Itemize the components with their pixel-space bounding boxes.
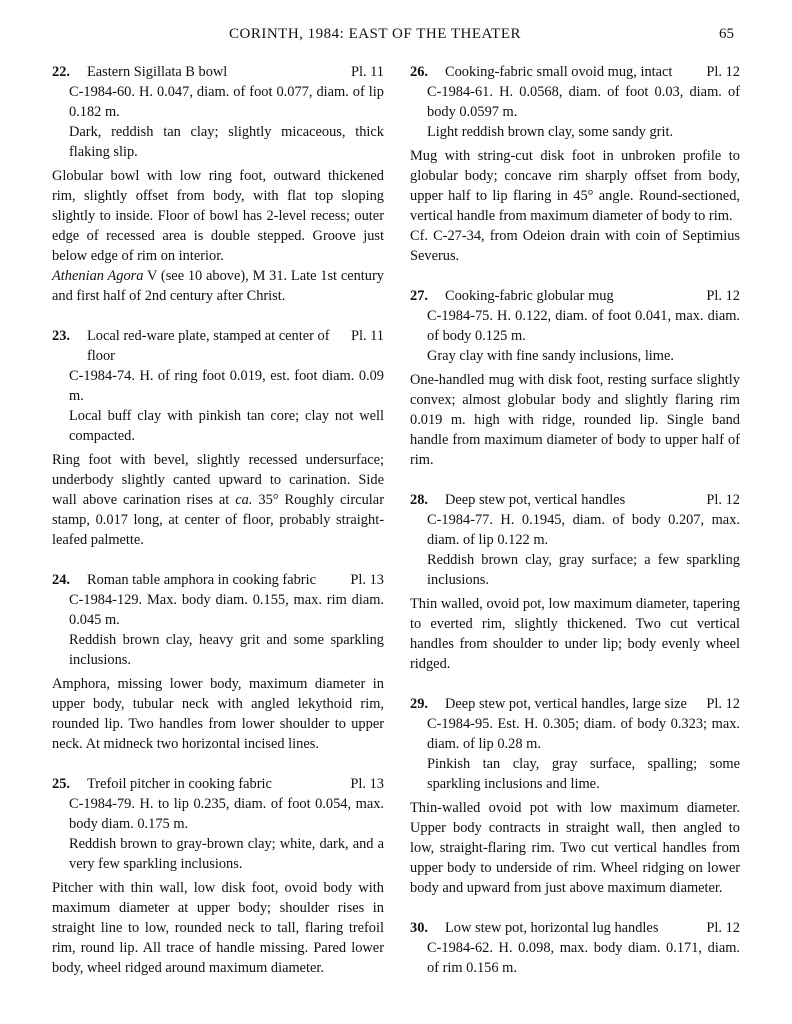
fabric-description: Pinkish tan clay, gray surface, spalling; some sparkling inclusions and lime.: [427, 756, 740, 792]
catalog-info: C-1984-61. H. 0.0568, diam. of foot 0.03, diam. of body 0.0597 m.: [427, 84, 740, 120]
comparanda: Cf. C-27-34, from Odeion drain with coin of Septimius Severus.: [410, 228, 740, 264]
entry-number: 25.: [52, 776, 70, 792]
page-number: 65: [719, 26, 734, 42]
plate-reference: Pl. 13: [350, 572, 384, 588]
fabric-description: Reddish brown to gray-brown clay; white, dark, and a very few sparkling inclusions.: [69, 836, 384, 872]
catalog-info: C-1984-74. H. of ring foot 0.019, est. foot diam. 0.09 m.: [69, 368, 384, 404]
entry-title: Cooking-fabric small ovoid mug, intact: [445, 64, 673, 80]
entry-title: Cooking-fabric globular mug: [445, 288, 614, 304]
entry-title: Trefoil pitcher in cooking fabric: [87, 776, 272, 792]
catalog-entry-30: [410, 918, 740, 978]
entry-title: Eastern Sigillata B bowl: [87, 64, 228, 80]
entry-title: Low stew pot, horizontal lug handles: [445, 920, 659, 936]
object-description: Thin walled, ovoid pot, low maximum diameter, tapering to everted rim, slightly thickened. Two cut vertical handles from shoulder to under lip; body evenly wheel ridged.: [410, 596, 740, 672]
entry-heading: [410, 694, 740, 714]
object-description: Globular bowl with low ring foot, outward thickened rim, slightly offset from body, with flat top sloping slightly to inside. Floor of bowl has 2-level recess; outer edge of recessed area is double stepped. Groove just below edge of rim on interior.: [52, 168, 384, 264]
entry-heading: [410, 918, 740, 938]
catalog-info: C-1984-60. H. 0.047, diam. of foot 0.077, diam. of lip 0.182 m.: [69, 84, 384, 120]
entry-number: 29.: [410, 696, 428, 712]
reference-title: Athenian Agora: [52, 268, 144, 284]
catalog-entry-23: [52, 326, 384, 550]
catalog-info: C-1984-62. H. 0.098, max. body diam. 0.171, diam. of rim 0.156 m.: [427, 940, 740, 976]
catalog-entry-25: [52, 774, 384, 978]
catalog-info: C-1984-77. H. 0.1945, diam. of body 0.207, max. diam. of lip 0.122 m.: [427, 512, 740, 548]
object-description: One-handled mug with disk foot, resting surface slightly convex; almost globular body and slightly flaring rim 0.019 m. high with ridge, rounded lip. Single band handle from maximum diameter of body to upper half of rim.: [410, 372, 740, 468]
catalog-entry-27: [410, 286, 740, 470]
plate-reference: Pl. 12: [706, 920, 740, 936]
right-column: [410, 62, 740, 998]
catalog-entry-22: [52, 62, 384, 306]
plate-reference: Pl. 12: [706, 288, 740, 304]
entry-heading: [410, 286, 740, 306]
object-description: Thin-walled ovoid pot with low maximum diameter. Upper body contracts in straight wall, then angled to low, straight-flaring rim. Two cut vertical handles from upper body to underside of rim. Wheel ridging on lower body and upward from just above maximum diameter.: [410, 800, 740, 896]
entry-heading: [410, 490, 740, 510]
catalog-entry-29: [410, 694, 740, 898]
fabric-description: Gray clay with fine sandy inclusions, lime.: [427, 348, 674, 364]
entry-title: Deep stew pot, vertical handles, large size: [445, 696, 687, 712]
catalog-entry-28: [410, 490, 740, 674]
fabric-description: Dark, reddish tan clay; slightly micaceous, thick flaking slip.: [69, 124, 384, 160]
plate-reference: Pl. 12: [706, 492, 740, 508]
plate-reference: Pl. 12: [706, 696, 740, 712]
entry-number: 28.: [410, 492, 428, 508]
running-title: CORINTH, 1984: EAST OF THE THEATER: [228, 26, 521, 42]
reference-text: V (see 10 above), M 31. Late 1st century and first half of 2nd century after Christ.: [52, 268, 384, 304]
entry-number: 26.: [410, 64, 428, 80]
plate-reference: Pl. 11: [350, 64, 384, 80]
entry-heading: [52, 570, 384, 590]
fabric-description: Local buff clay with pinkish tan core; clay not well compacted.: [69, 408, 384, 444]
entry-number: 24.: [52, 572, 70, 588]
catalog-info: C-1984-75. H. 0.122, diam. of foot 0.041, max. diam. of body 0.125 m.: [427, 308, 740, 344]
page-header: [0, 14, 792, 44]
fabric-description: Light reddish brown clay, some sandy grit.: [427, 124, 674, 140]
entry-heading: [52, 62, 384, 82]
entry-title: Roman table amphora in cooking fabric: [87, 572, 316, 588]
bibliographic-reference: [52, 266, 384, 306]
object-description: Pitcher with thin wall, low disk foot, ovoid body with maximum diameter at upper body; shoulder rises in straight line to low, rounded neck to tall, flaring trefoil rim, round lip. All trace of handle missing. Pared lower body, wheel ridged around maximum diameter.: [52, 880, 384, 976]
entry-title: Local red-ware plate, stamped at center of floor: [87, 328, 330, 364]
entry-heading: [410, 62, 740, 82]
catalog-entry-24: [52, 570, 384, 754]
fabric-description: Reddish brown clay, gray surface; a few sparkling inclusions.: [427, 552, 740, 588]
entry-title: Deep stew pot, vertical handles: [445, 492, 626, 508]
left-column: [52, 62, 384, 998]
plate-reference: Pl. 11: [350, 328, 384, 344]
object-description: Amphora, missing lower body, maximum diameter in upper body, tubular neck with angled lekythoid rim, rounded lip. Two handles from lower shoulder to upper neck. At midneck two horizontal incised lines.: [52, 676, 384, 752]
catalog-info: C-1984-129. Max. body diam. 0.155, max. rim diam. 0.045 m.: [69, 592, 384, 628]
catalog-info: C-1984-95. Est. H. 0.305; diam. of body 0.323; max. diam. of lip 0.28 m.: [427, 716, 740, 752]
catalog-info: C-1984-79. H. to lip 0.235, diam. of foot 0.054, max. body diam. 0.175 m.: [69, 796, 384, 832]
plate-reference: Pl. 12: [706, 64, 740, 80]
object-description: Mug with string-cut disk foot in unbroken profile to globular body; concave rim sharply offset from body, upper half to lip flaring in 45° angle. Round-sectioned, vertical handle from maximum diameter of body to rim.: [410, 148, 740, 224]
plate-reference: Pl. 13: [350, 776, 384, 792]
entry-number: 30.: [410, 920, 428, 936]
entry-number: 23.: [52, 328, 70, 344]
entry-heading: [52, 326, 384, 366]
entry-number: 22.: [52, 64, 70, 80]
catalog-entry-26: [410, 62, 740, 266]
entry-number: 27.: [410, 288, 428, 304]
object-description: Ring foot with bevel, slightly recessed undersurface; underbody slightly canted upward to carination. Side wall above carination rises at ca. 35° Roughly circular stamp, 0.017 long, at center of floor, probably straight-leafed palmette.: [52, 452, 384, 548]
fabric-description: Reddish brown clay, heavy grit and some sparkling inclusions.: [69, 632, 384, 668]
entry-heading: [52, 774, 384, 794]
